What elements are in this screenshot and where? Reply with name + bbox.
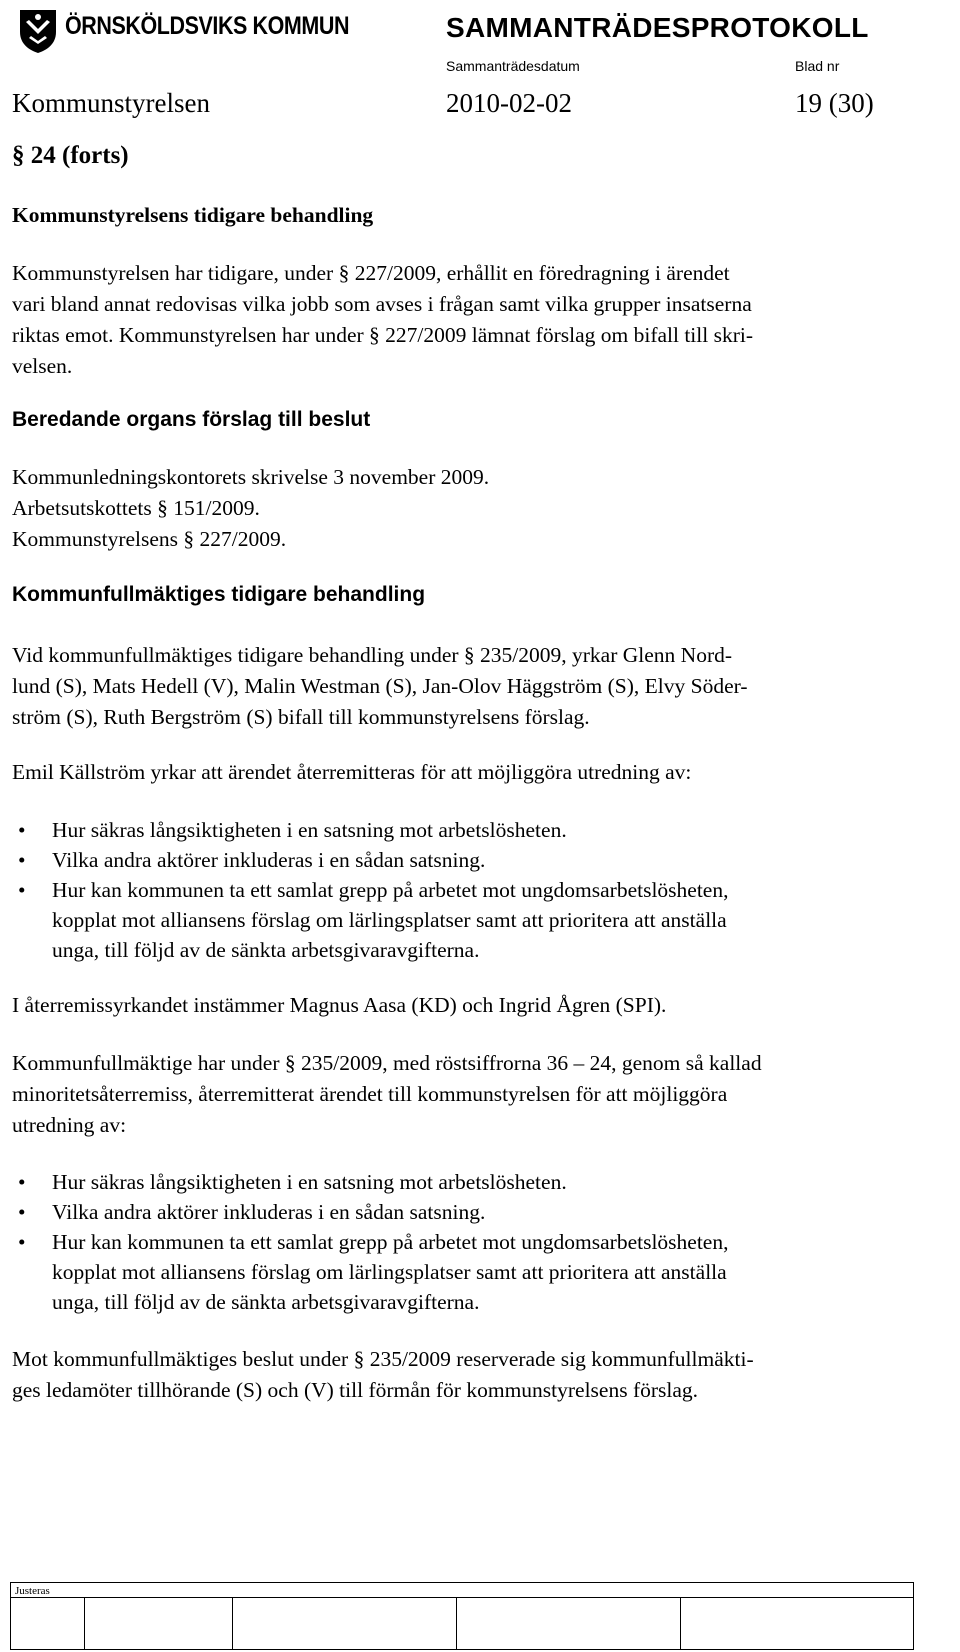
preparation-documents-list xyxy=(12,462,922,555)
heading-kf-earlier-handling: Kommunfullmäktiges tidigare behandling xyxy=(12,583,426,606)
inquiry-items-list-a xyxy=(12,815,922,965)
bullet-icon: • xyxy=(18,878,26,902)
document-reference: Kommunledningskontorets skrivelse 3 november 2009. xyxy=(12,465,490,489)
paragraph-line: ges ledamöter tillhörande (S) och (V) till förmån för kommunstyrelsens förslag. xyxy=(12,1378,699,1402)
meeting-date: 2010-02-02 xyxy=(446,88,572,118)
paragraph-line: minoritetsåterremiss, återremitterat ärendet till kommunstyrelsen för att möjliggöra xyxy=(12,1082,728,1106)
list-item: • Hur kan kommunen ta ett samlat grepp på arbetet mot ungdomsarbetslösheten, kopplat mot alliansens förslag om lärlingsplatser samt att prioritera att anställa unga, till följd av de sänkta arbetsgivaravgifterna. xyxy=(12,875,922,965)
paragraph-remit-motion xyxy=(12,757,922,788)
justification-label: Justeras xyxy=(15,1585,50,1597)
list-item: • Hur säkras långsiktigheten i en satsning mot arbetslösheten. xyxy=(12,1167,922,1197)
paragraph-line: Emil Källström yrkar att ärendet återremitteras för att möjliggöra utredning av: xyxy=(12,760,692,784)
paragraph-kf-decision xyxy=(12,1048,922,1141)
bullet-icon: • xyxy=(18,1170,26,1194)
list-item: • Vilka andra aktörer inkluderas i en sådan satsning. xyxy=(12,845,922,875)
paragraph-line: Vid kommunfullmäktiges tidigare behandling under § 235/2009, yrkar Glenn Nord- xyxy=(12,643,733,667)
bullet-icon: • xyxy=(18,818,26,842)
paragraph-line: ström (S), Ruth Bergström (S) bifall till kommunstyrelsens förslag. xyxy=(12,705,590,729)
section-reference: § 24 (forts) xyxy=(12,142,129,169)
heading-preparing-body-proposal: Beredande organs förslag till beslut xyxy=(12,408,371,431)
meeting-date-label: Sammanträdesdatum xyxy=(446,58,580,74)
paragraph-line: Kommunfullmäktige har under § 235/2009, med röstsiffrorna 36 – 24, genom så kallad xyxy=(12,1051,762,1075)
heading-ks-earlier-handling: Kommunstyrelsens tidigare behandling xyxy=(12,203,374,227)
paragraph-line: lund (S), Mats Hedell (V), Malin Westman (S), Jan-Olov Häggström (S), Elvy Söder- xyxy=(12,674,748,698)
paragraph-line: Kommunstyrelsen har tidigare, under § 227/2009, erhållit en föredragning i ärendet xyxy=(12,261,730,285)
paragraph-ks-earlier-handling xyxy=(12,258,922,382)
municipal-crest-logo xyxy=(17,8,59,54)
page-number: 19 (30) xyxy=(795,88,874,118)
paragraph-kf-motion xyxy=(12,640,922,733)
paragraph-reservation xyxy=(12,1344,922,1406)
page-number-label: Blad nr xyxy=(795,58,840,74)
list-item: • Vilka andra aktörer inkluderas i en sådan satsning. xyxy=(12,1197,922,1227)
bullet-icon: • xyxy=(18,1230,26,1254)
bullet-icon: • xyxy=(18,1200,26,1224)
signature-cell xyxy=(456,1598,681,1650)
bullet-icon: • xyxy=(18,848,26,872)
list-item: • Hur säkras långsiktigheten i en satsning mot arbetslösheten. xyxy=(12,815,922,845)
org-name: ÖRNSKÖLDSVIKS KOMMUN xyxy=(65,12,350,40)
paragraph-line: utredning av: xyxy=(12,1113,127,1137)
document-type-title: SAMMANTRÄDESPROTOKOLL xyxy=(446,12,869,43)
signature-cell xyxy=(10,1598,85,1650)
inquiry-items-list-b xyxy=(12,1167,922,1317)
paragraph-line: riktas emot. Kommunstyrelsen har under § 227/2009 lämnat förslag om bifall till skri- xyxy=(12,323,754,347)
paragraph-line: velsen. xyxy=(12,354,73,378)
document-reference: Kommunstyrelsens § 227/2009. xyxy=(12,527,287,551)
signature-cell xyxy=(680,1598,912,1650)
paragraph-line: Mot kommunfullmäktiges beslut under § 235/2009 reserverade sig kommunfullmäkti- xyxy=(12,1347,754,1371)
paragraph-concurring-members xyxy=(12,990,922,1021)
paragraph-line: vari bland annat redovisas vilka jobb som avses i frågan samt vilka grupper insatserna xyxy=(12,292,752,316)
list-item: • Hur kan kommunen ta ett samlat grepp på arbetet mot ungdomsarbetslösheten, kopplat mot alliansens förslag om lärlingsplatser samt att prioritera att anställa unga, till följd av de sänkta arbetsgivaravgifterna. xyxy=(12,1227,922,1317)
signature-cell xyxy=(232,1598,457,1650)
organization-unit: Kommunstyrelsen xyxy=(12,88,210,118)
signature-cell xyxy=(84,1598,233,1650)
document-reference: Arbetsutskottets § 151/2009. xyxy=(12,496,260,520)
paragraph-line: I återremissyrkandet instämmer Magnus Aasa (KD) och Ingrid Ågren (SPI). xyxy=(12,993,667,1017)
signature-grid xyxy=(10,1597,914,1650)
